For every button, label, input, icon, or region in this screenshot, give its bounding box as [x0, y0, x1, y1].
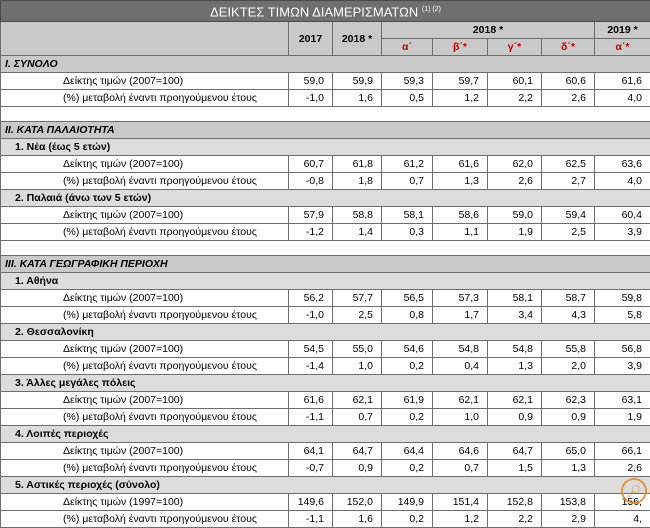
table-cell: 1,6 [333, 511, 382, 528]
group-header-row [1, 190, 650, 207]
table-cell: 61,8 [333, 156, 382, 173]
row-label: Δείκτης τιμών (1997=100) [1, 494, 289, 511]
row-label: (%) μεταβολή έναντι προηγούμενου έτους [1, 173, 289, 190]
table-cell: 1,9 [595, 409, 650, 426]
table-cell: 55,0 [333, 341, 382, 358]
section-title: III. ΚΑΤΑ ΓΕΩΓΡΑΦΙΚΗ ΠΕΡΙΟΧΗ [1, 256, 650, 273]
title-text: ΔΕΙΚΤΕΣ ΤΙΜΩΝ ΔΙΑΜΕΡΙΣΜΑΤΩΝ [210, 4, 418, 19]
table-cell: 62,1 [488, 392, 542, 409]
table-cell: -1,1 [289, 511, 333, 528]
header-2018-quarters: 2018 * [382, 22, 595, 39]
header-2019: 2019 * [595, 22, 650, 39]
table-cell: 55,8 [542, 341, 595, 358]
table-cell: 58,6 [433, 207, 488, 224]
table-cell: 59,7 [433, 73, 488, 90]
table-row [1, 307, 650, 324]
table-row [1, 207, 650, 224]
table-cell: 59,0 [488, 207, 542, 224]
table-row [1, 460, 650, 477]
table-cell: 0,2 [382, 409, 433, 426]
title-footnote: (1) (2) [422, 6, 441, 13]
table-cell: 1,9 [488, 224, 542, 241]
table-cell: 2,5 [542, 224, 595, 241]
table-cell: 2,6 [542, 90, 595, 107]
group-header-row [1, 375, 650, 392]
table-cell: -1,0 [289, 307, 333, 324]
table-cell: 60,1 [488, 73, 542, 90]
table-cell: 1,3 [542, 460, 595, 477]
table-cell: 1,2 [433, 90, 488, 107]
row-label: (%) μεταβολή έναντι προηγούμενου έτους [1, 90, 289, 107]
table-row [1, 341, 650, 358]
table-cell: 59,9 [333, 73, 382, 90]
table-cell: 0,2 [382, 358, 433, 375]
table-cell: 3,9 [595, 224, 650, 241]
table-cell: -1,4 [289, 358, 333, 375]
table-cell: 66,1 [595, 443, 650, 460]
table-row [1, 73, 650, 90]
table-cell: 4,3 [542, 307, 595, 324]
row-label: (%) μεταβολή έναντι προηγούμενου έτους [1, 224, 289, 241]
group-header-row [1, 273, 650, 290]
table-cell: 58,7 [542, 290, 595, 307]
table-cell: 0,8 [382, 307, 433, 324]
table-cell: 60,4 [595, 207, 650, 224]
table-cell: 62,1 [433, 392, 488, 409]
header-q4-2018: δ΄* [542, 39, 595, 56]
spacer-row [1, 107, 650, 122]
table-row [1, 90, 650, 107]
group-title: 5. Αστικές περιοχές (σύνολο) [1, 477, 650, 494]
group-header-row [1, 324, 650, 341]
table-cell: 153,8 [542, 494, 595, 511]
table-cell: 60,7 [289, 156, 333, 173]
table-cell: 2,6 [488, 173, 542, 190]
row-label: Δείκτης τιμών (2007=100) [1, 392, 289, 409]
table-cell: 2,2 [488, 90, 542, 107]
table-title [1, 1, 650, 22]
group-header-row [1, 139, 650, 156]
table-cell: 0,5 [382, 90, 433, 107]
table-cell: 1,0 [433, 409, 488, 426]
table-cell: 0,7 [382, 173, 433, 190]
table-cell: 152,0 [333, 494, 382, 511]
group-title: 2. Θεσσαλονίκη [1, 324, 650, 341]
table-cell: -1,0 [289, 90, 333, 107]
table-cell: 61,2 [382, 156, 433, 173]
table-cell: -1,1 [289, 409, 333, 426]
table-cell: 65,0 [542, 443, 595, 460]
table-row [1, 409, 650, 426]
table-row [1, 156, 650, 173]
group-title: 2. Παλαιά (άνω των 5 ετών) [1, 190, 650, 207]
table-cell: 62,5 [542, 156, 595, 173]
table-cell: 0,9 [542, 409, 595, 426]
table-cell: 54,6 [382, 341, 433, 358]
table-cell: 62,3 [542, 392, 595, 409]
table-cell: 2,6 [595, 460, 650, 477]
table-cell: 56,5 [382, 290, 433, 307]
table-cell: 3,4 [488, 307, 542, 324]
table-cell: 5,8 [595, 307, 650, 324]
row-label: (%) μεταβολή έναντι προηγούμενου έτους [1, 511, 289, 528]
table-cell: 57,9 [289, 207, 333, 224]
table-cell: 152,8 [488, 494, 542, 511]
table-cell: 57,3 [433, 290, 488, 307]
table-cell: 1,5 [488, 460, 542, 477]
group-header-row [1, 477, 650, 494]
table-row [1, 173, 650, 190]
table-cell: -0,8 [289, 173, 333, 190]
table-cell: 58,1 [382, 207, 433, 224]
table-cell: 3,9 [595, 358, 650, 375]
table-cell: 1,4 [333, 224, 382, 241]
table-cell: 0,4 [433, 358, 488, 375]
table-cell: 1,2 [433, 511, 488, 528]
table-row [1, 290, 650, 307]
row-label: Δείκτης τιμών (2007=100) [1, 443, 289, 460]
table-cell: 1,3 [488, 358, 542, 375]
section-title: II. ΚΑΤΑ ΠΑΛΑΙΟΤΗΤΑ [1, 122, 650, 139]
table-cell: 58,8 [333, 207, 382, 224]
table-cell: 56,8 [595, 341, 650, 358]
table-row [1, 392, 650, 409]
table-cell: 2,0 [542, 358, 595, 375]
row-label: (%) μεταβολή έναντι προηγούμενου έτους [1, 409, 289, 426]
table-cell: 61,6 [433, 156, 488, 173]
table-cell: 64,4 [382, 443, 433, 460]
group-title: 1. Νέα (έως 5 ετών) [1, 139, 650, 156]
table-row [1, 224, 650, 241]
table-cell: 1,3 [433, 173, 488, 190]
table-cell: 4,0 [595, 173, 650, 190]
table-row [1, 358, 650, 375]
table-cell: 1,1 [433, 224, 488, 241]
table-cell: -0,7 [289, 460, 333, 477]
table-cell: 64,6 [433, 443, 488, 460]
row-label: Δείκτης τιμών (2007=100) [1, 290, 289, 307]
table-row [1, 443, 650, 460]
group-title: 1. Αθήνα [1, 273, 650, 290]
row-label: Δείκτης τιμών (2007=100) [1, 73, 289, 90]
table-cell: 64,7 [333, 443, 382, 460]
row-label: (%) μεταβολή έναντι προηγούμενου έτους [1, 307, 289, 324]
header-q3-2018: γ΄* [488, 39, 542, 56]
table-cell: 4, [595, 511, 650, 528]
table-cell: 62,0 [488, 156, 542, 173]
row-label: Δείκτης τιμών (2007=100) [1, 341, 289, 358]
header-q1-2019: α΄* [595, 39, 650, 56]
table-cell: 156, [595, 494, 650, 511]
table-row [1, 494, 650, 511]
group-title: 4. Λοιπές περιοχές [1, 426, 650, 443]
table-cell: 0,7 [433, 460, 488, 477]
table-cell: 0,7 [333, 409, 382, 426]
table-cell: 149,9 [382, 494, 433, 511]
table-cell: 4,0 [595, 90, 650, 107]
table-cell: 57,7 [333, 290, 382, 307]
header-2018: 2018 * [333, 22, 382, 56]
table-cell: 59,0 [289, 73, 333, 90]
table-cell: 63,6 [595, 156, 650, 173]
row-label: Δείκτης τιμών (2007=100) [1, 207, 289, 224]
row-label: (%) μεταβολή έναντι προηγούμενου έτους [1, 460, 289, 477]
table-cell: 61,6 [289, 392, 333, 409]
section-header-row [1, 256, 650, 273]
table-cell: 61,9 [382, 392, 433, 409]
table-cell: 2,9 [542, 511, 595, 528]
row-label: (%) μεταβολή έναντι προηγούμενου έτους [1, 358, 289, 375]
table-cell: 58,1 [488, 290, 542, 307]
table-cell: 56,2 [289, 290, 333, 307]
table-cell: 54,8 [488, 341, 542, 358]
row-label: Δείκτης τιμών (2007=100) [1, 156, 289, 173]
table-cell: 60,6 [542, 73, 595, 90]
spacer-row [1, 241, 650, 256]
table-cell: 2,7 [542, 173, 595, 190]
table-cell: 2,5 [333, 307, 382, 324]
group-title: 3. Άλλες μεγάλες πόλεις [1, 375, 650, 392]
table-cell: 149,6 [289, 494, 333, 511]
table-cell: 1,6 [333, 90, 382, 107]
table-cell: 0,2 [382, 460, 433, 477]
table-cell: 64,1 [289, 443, 333, 460]
search-zoom-icon: 🔎︎ [621, 478, 647, 504]
table-cell: 151,4 [433, 494, 488, 511]
header-q2-2018: β΄* [433, 39, 488, 56]
header-corner [1, 22, 289, 56]
table-cell: 2,2 [488, 511, 542, 528]
table-cell: 61,6 [595, 73, 650, 90]
header-q1-2018: α΄ [382, 39, 433, 56]
table-cell: 0,3 [382, 224, 433, 241]
section-header-row [1, 122, 650, 139]
table-cell: 0,9 [488, 409, 542, 426]
table-cell: 1,7 [433, 307, 488, 324]
section-header-row [1, 56, 650, 73]
table-cell: -1,2 [289, 224, 333, 241]
table-cell: 1,0 [333, 358, 382, 375]
table-cell: 54,5 [289, 341, 333, 358]
table-cell: 59,8 [595, 290, 650, 307]
table-cell: 63,1 [595, 392, 650, 409]
table-cell: 59,4 [542, 207, 595, 224]
group-header-row [1, 426, 650, 443]
table-cell: 59,3 [382, 73, 433, 90]
table-cell: 54,8 [433, 341, 488, 358]
section-title: I. ΣΥΝΟΛΟ [1, 56, 650, 73]
table-cell: 62,1 [333, 392, 382, 409]
table-cell: 1,8 [333, 173, 382, 190]
table-cell: 64,7 [488, 443, 542, 460]
table-row [1, 511, 650, 528]
header-2017: 2017 [289, 22, 333, 56]
table-cell: 0,2 [382, 511, 433, 528]
table-cell: 0,9 [333, 460, 382, 477]
